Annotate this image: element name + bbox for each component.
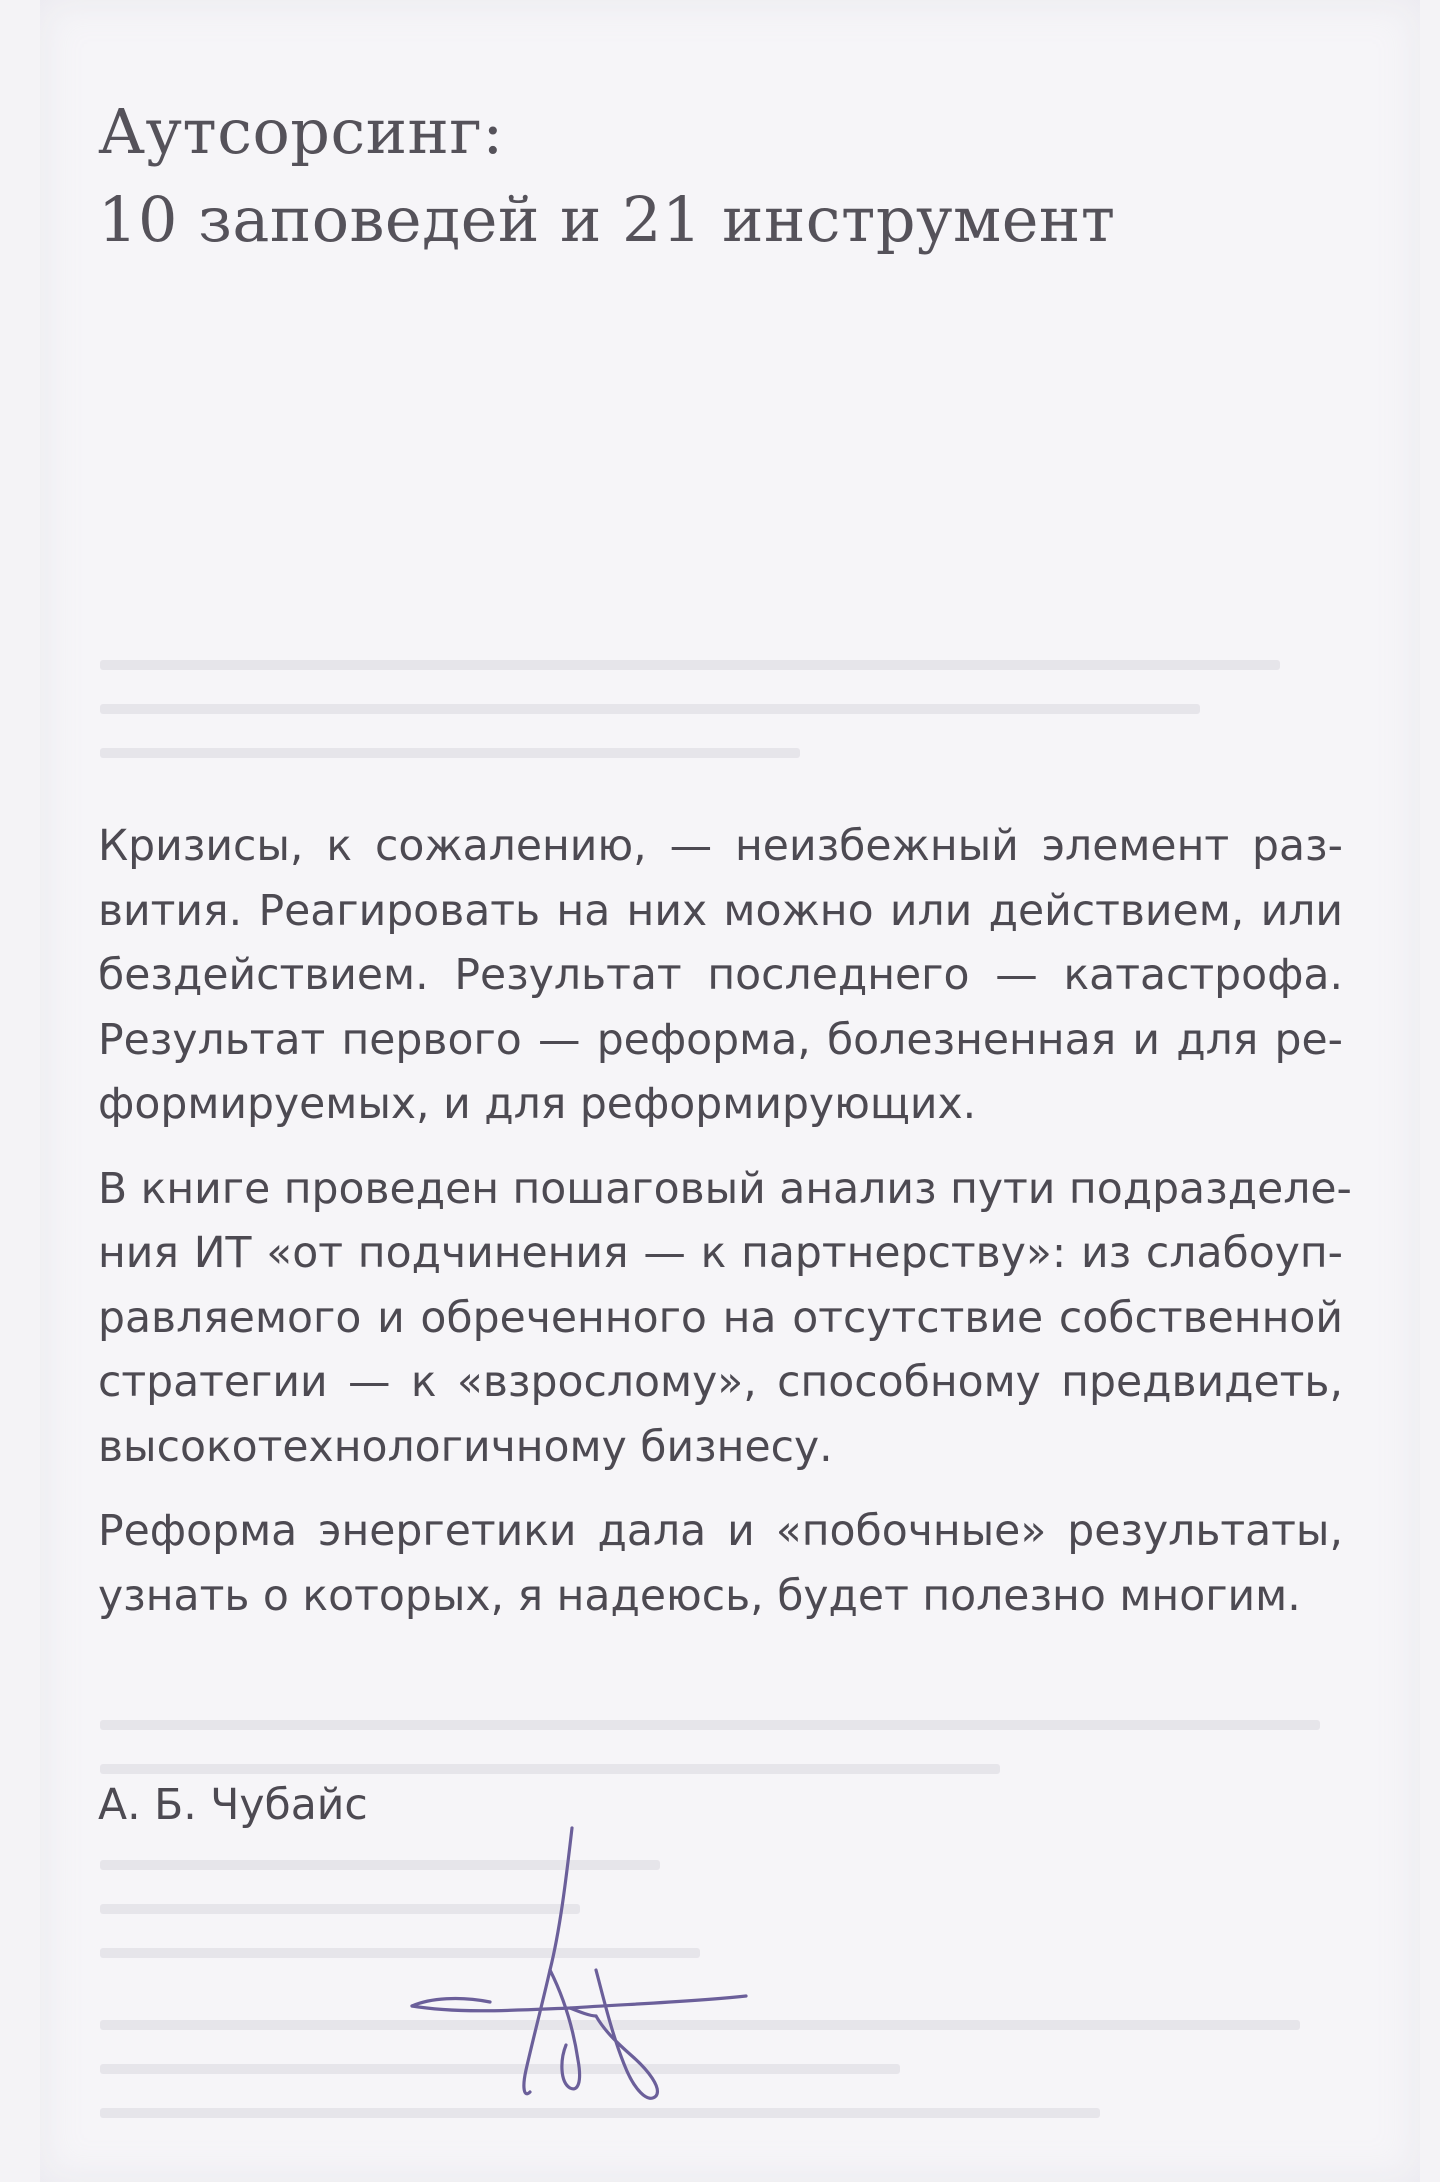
- book-title: [98, 88, 1116, 264]
- paragraph-line: равляемого и обреченного на отсутствие собственной: [98, 1293, 1343, 1343]
- paragraph-line: ния ИТ «от подчинения — к партнерству»: из слабоуп-: [98, 1229, 1343, 1278]
- paragraph-line: Результат первого — реформа, болезненная и для ре-: [98, 1015, 1343, 1065]
- paragraph-line: вития. Реагировать на них можно или действием, или: [98, 886, 1343, 936]
- paragraph-line: В книге проведен пошаговый анализ пути подразделе-: [98, 1164, 1352, 1214]
- foreword-text: [98, 815, 1352, 1649]
- signature-icon: [400, 1820, 780, 2120]
- author-name: А. Б. Чубайс: [98, 1781, 368, 1830]
- paragraph-line: бездействием. Результат последнего — катастрофа.: [98, 951, 1343, 1000]
- paragraph-line: формируемых, и для реформирующих.: [98, 1080, 977, 1129]
- book-title-line-1: Аутсорсинг:: [98, 95, 504, 168]
- paragraph-line: стратегии — к «взрослому», способному предвидеть,: [98, 1358, 1343, 1407]
- paragraph-2: [98, 1158, 1352, 1481]
- paragraph-line: Реформа энергетики дала и «побочные» результаты,: [98, 1507, 1343, 1556]
- paragraph-1: [98, 815, 1343, 1138]
- paragraph-3: [98, 1500, 1343, 1629]
- paragraph-line: высокотехнологичному бизнесу.: [98, 1422, 833, 1472]
- book-title-line-2: 10 заповедей и 21 инструмент: [98, 183, 1116, 256]
- paragraph-line: узнать о которых, я надеюсь, будет полезно многим.: [98, 1571, 1301, 1621]
- paragraph-line: Кризисы, к сожалению, — неизбежный элемент раз-: [98, 822, 1343, 871]
